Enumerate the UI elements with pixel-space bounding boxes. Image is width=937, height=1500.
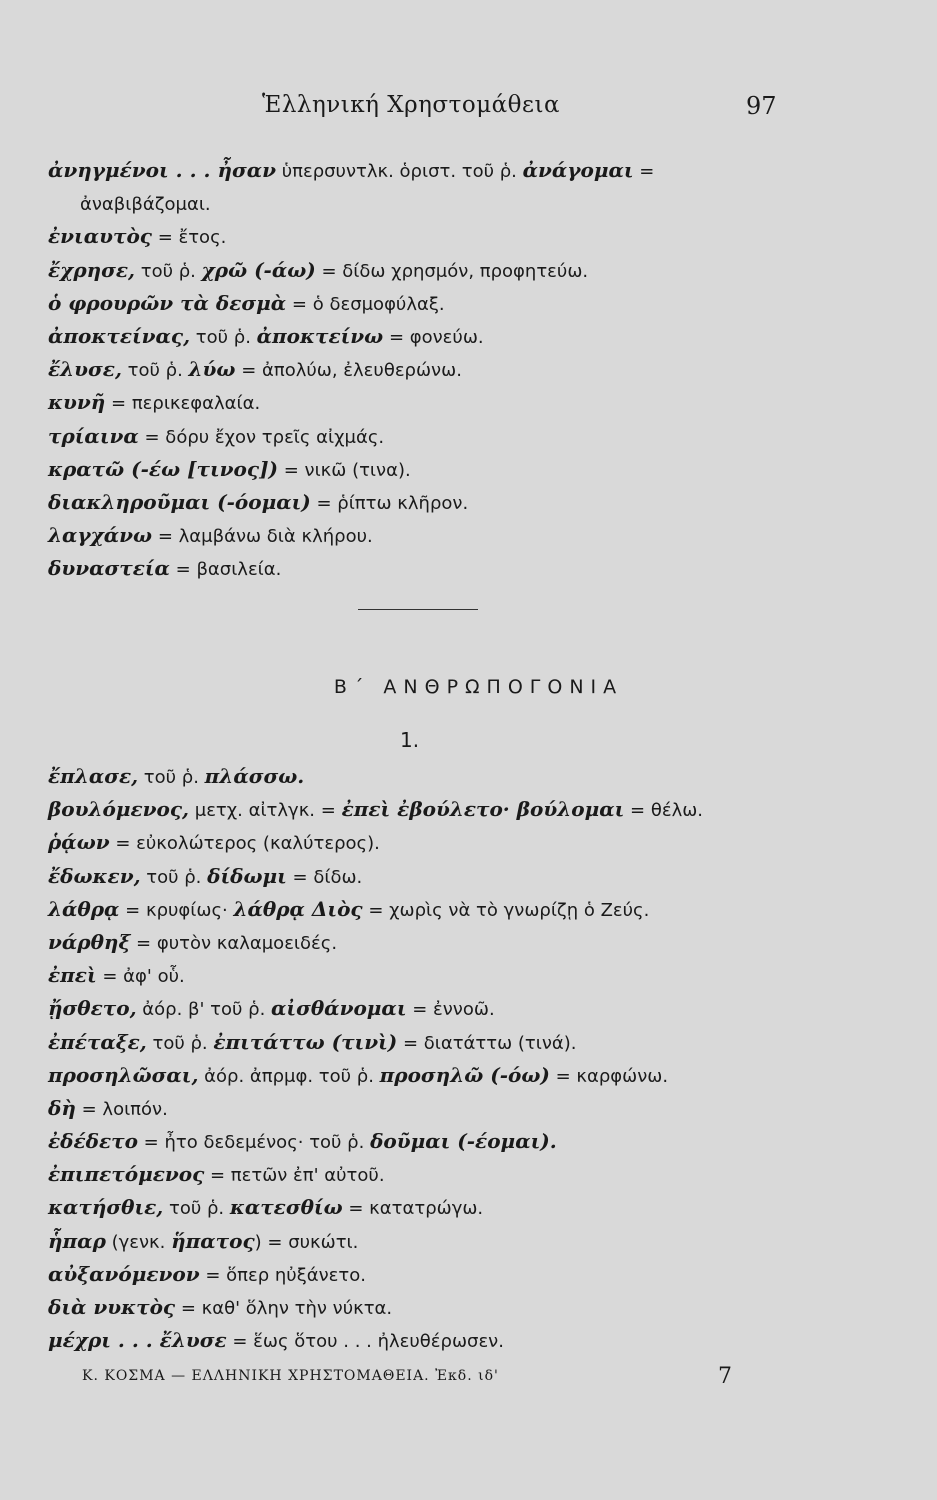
gloss: ὑπερσυντλκ. ὁριστ. τοῦ ῥ.: [276, 161, 523, 182]
vocab-entry: [48, 1291, 818, 1324]
gloss: = ἀφ' οὗ.: [96, 966, 185, 988]
headword-secondary: ἐπιτάττω (τινὶ): [213, 1029, 398, 1054]
vocab-entry: [48, 1225, 818, 1258]
gloss: = ῥίπτω κλῆρον.: [310, 492, 469, 514]
headword: ἔλυσε,: [48, 357, 122, 382]
page-header: [0, 92, 937, 126]
headword-secondary: χρῶ (-άω): [201, 257, 316, 282]
gloss: = καθ' ὅλην τὴν νύκτα.: [175, 1298, 393, 1319]
gloss-secondary: = διατάττω (τινά).: [397, 1032, 577, 1054]
gloss-secondary: = θέλω.: [624, 800, 704, 822]
vocab-entry: [48, 1258, 818, 1291]
gloss: τοῦ ῥ.: [163, 1198, 230, 1220]
vocab-entry: [48, 760, 818, 793]
section-divider: [358, 609, 478, 610]
gloss: τοῦ ῥ.: [140, 866, 208, 888]
headword-secondary: πλάσσω.: [204, 764, 305, 788]
headword-secondary: κατεσθίω: [229, 1195, 343, 1220]
gloss-secondary: = ἐννοῶ.: [406, 999, 495, 1021]
headword-secondary: ἀποκτείνω: [256, 323, 384, 348]
gloss-secondary: = ἀπολύω, ἐλευθερώνω.: [235, 360, 462, 382]
gloss-secondary: ) = συκώτι.: [254, 1231, 359, 1253]
headword: διὰ νυκτὸς: [48, 1295, 176, 1319]
vocab-entry: [48, 420, 818, 453]
headword: ἔπλασε,: [48, 764, 139, 788]
vocab-entry: [48, 254, 818, 287]
gloss-secondary: = δίδω.: [286, 866, 363, 888]
headword-secondary: δοῦμαι (-έομαι).: [370, 1129, 557, 1154]
printer-signature: Κ. ΚΟΣΜΑ — ΕΛΛΗΝΙΚΗ ΧΡΗΣΤΟΜΑΘΕΙΑ. Ἐκδ. ιδ': [82, 1368, 499, 1384]
gloss: = ἕως ὅτου . . . ἠλευθέρωσεν.: [226, 1331, 504, 1353]
headword: βουλόμενος,: [48, 797, 190, 822]
headword: ᾔσθετο,: [48, 996, 137, 1021]
headword-secondary: λύω: [188, 357, 236, 382]
headword: δυναστεία: [48, 556, 170, 581]
headword: δὴ: [48, 1095, 76, 1120]
vocab-entry: [48, 519, 818, 552]
gloss: = δόρυ ἔχον τρεῖς αἰχμάς.: [138, 426, 385, 448]
page-number: 97: [746, 92, 777, 120]
headword: λαγχάνω: [48, 523, 153, 548]
gloss: = λαμβάνω διὰ κλήρου.: [152, 526, 373, 548]
gloss: = βασιλεία.: [169, 559, 282, 581]
headword-secondary: λάθρᾳ Διὸς: [233, 896, 363, 921]
vocab-entry: [48, 826, 818, 859]
running-title: Ἑλληνική Χρηστομάθεια: [262, 92, 560, 118]
headword-secondary: αἰσθάνομαι: [271, 996, 407, 1021]
gloss: ἀόρ. ἀπρμφ. τοῦ ῥ.: [198, 1065, 380, 1087]
vocab-entry: [48, 893, 818, 926]
headword: ἀνηγμένοι . . . ἦσαν: [48, 158, 276, 182]
headword-secondary: ἥπατος: [171, 1228, 255, 1253]
gloss: = νικῶ (τινα).: [278, 459, 411, 481]
page-footer: [82, 1364, 782, 1392]
gloss: τοῦ ῥ.: [190, 326, 257, 348]
gloss: = ὅπερ ηὐξάνετο.: [199, 1264, 366, 1286]
vocab-entry: [48, 1092, 818, 1125]
headword: ἐπιπετόμενος: [48, 1162, 205, 1187]
vocab-entry: [48, 926, 818, 959]
section-heading: Β΄ ΑΝΘΡΩΠΟΓΟΝΙΑ: [333, 676, 624, 698]
gloss: ἀναβιβάζομαι.: [80, 194, 211, 216]
vocab-entry: [48, 187, 818, 220]
headword: κρατῶ (-έω [τινος]): [48, 456, 278, 481]
gloss: ἀόρ. β' τοῦ ῥ.: [136, 999, 272, 1021]
headword: λάθρᾳ: [48, 896, 120, 921]
gloss-secondary: = δίδω χρησμόν, προφητεύω.: [315, 260, 589, 282]
vocab-entry: [48, 1191, 818, 1224]
gloss: = ἦτο δεδεμένος· τοῦ ῥ.: [137, 1132, 371, 1154]
headword: ῥᾴων: [48, 830, 110, 855]
gloss-secondary: =: [633, 161, 655, 182]
headword: τρίαινα: [48, 423, 139, 448]
vocab-entry: [48, 154, 818, 187]
headword: αὐξανόμενον: [48, 1261, 200, 1286]
vocab-entry: [48, 959, 818, 992]
vocab-entry: [48, 860, 818, 893]
vocab-entry: [48, 353, 818, 386]
headword-secondary: προσηλῶ (-όω): [379, 1062, 550, 1087]
gloss: (γενκ.: [105, 1231, 172, 1253]
headword: κατήσθιε,: [48, 1195, 164, 1220]
gloss: = κρυφίως·: [119, 899, 234, 921]
vocab-entry: [48, 1059, 818, 1092]
gloss: = πετῶν ἐπ' αὐτοῦ.: [204, 1165, 385, 1187]
vocab-entry: [48, 287, 818, 320]
gloss: μετχ. αἰτλγκ. =: [189, 800, 342, 822]
headword: ἔδωκεν,: [48, 863, 141, 888]
gloss: = φυτὸν καλαμοειδές.: [130, 932, 338, 954]
section-number: 1.: [400, 728, 420, 752]
headword: νάρθηξ: [48, 929, 131, 954]
vocab-entry: [48, 453, 818, 486]
vocab-entry: [48, 992, 818, 1025]
gloss: = ὁ δεσμοφύλαξ.: [286, 293, 445, 315]
sheet-number: 7: [718, 1364, 732, 1389]
headword-secondary: ἀνάγομαι: [522, 158, 634, 182]
vocabulary-list-bottom: [48, 760, 818, 1357]
gloss: τοῦ ῥ.: [121, 360, 189, 382]
headword: ἀποκτείνας,: [48, 323, 191, 348]
gloss-secondary: = φονεύω.: [383, 326, 484, 348]
headword: ἐπεὶ: [48, 963, 97, 988]
headword-secondary: ἐπεὶ ἐβούλετο· βούλομαι: [341, 797, 625, 822]
headword: κυνῆ: [48, 390, 106, 415]
headword: ἐπέταξε,: [48, 1029, 147, 1054]
vocab-entry: [48, 552, 818, 585]
gloss: = εὐκολώτερος (καλύτερος).: [109, 833, 380, 855]
gloss: = ἔτος.: [151, 227, 227, 249]
gloss: = λοιπόν.: [75, 1098, 168, 1120]
headword: διακληροῦμαι (-όομαι): [48, 489, 311, 514]
headword: προσηλῶσαι,: [48, 1062, 199, 1087]
vocab-entry: [48, 486, 818, 519]
headword-secondary: δίδωμι: [207, 863, 287, 888]
vocab-entry: [48, 1158, 818, 1191]
gloss: = περικεφαλαία.: [105, 393, 261, 415]
headword: ἐδέδετο: [48, 1129, 138, 1154]
headword: ἔχρησε,: [48, 257, 136, 282]
gloss: τοῦ ῥ.: [146, 1032, 214, 1054]
vocab-entry: [48, 1324, 818, 1357]
vocab-entry: [48, 1125, 818, 1158]
headword: ὁ φρουρῶν τὰ δεσμὰ: [48, 290, 287, 315]
gloss: τοῦ ῥ.: [135, 260, 202, 282]
gloss-secondary: = κατατρώγω.: [342, 1198, 484, 1220]
vocabulary-list-top: [48, 154, 818, 585]
vocab-entry: [48, 793, 818, 826]
vocab-entry: [48, 220, 818, 253]
vocab-entry: [48, 1026, 818, 1059]
vocab-entry: [48, 386, 818, 419]
vocab-entry: [48, 320, 818, 353]
headword: ἐνιαυτὸς: [48, 224, 152, 249]
gloss: τοῦ ῥ.: [138, 767, 205, 788]
gloss-secondary: = χωρὶς νὰ τὸ γνωρίζῃ ὁ Ζεύς.: [362, 899, 650, 921]
headword: ἧπαρ: [48, 1228, 106, 1253]
gloss-secondary: = καρφώνω.: [549, 1065, 669, 1087]
headword: μέχρι . . . ἔλυσε: [48, 1328, 227, 1353]
